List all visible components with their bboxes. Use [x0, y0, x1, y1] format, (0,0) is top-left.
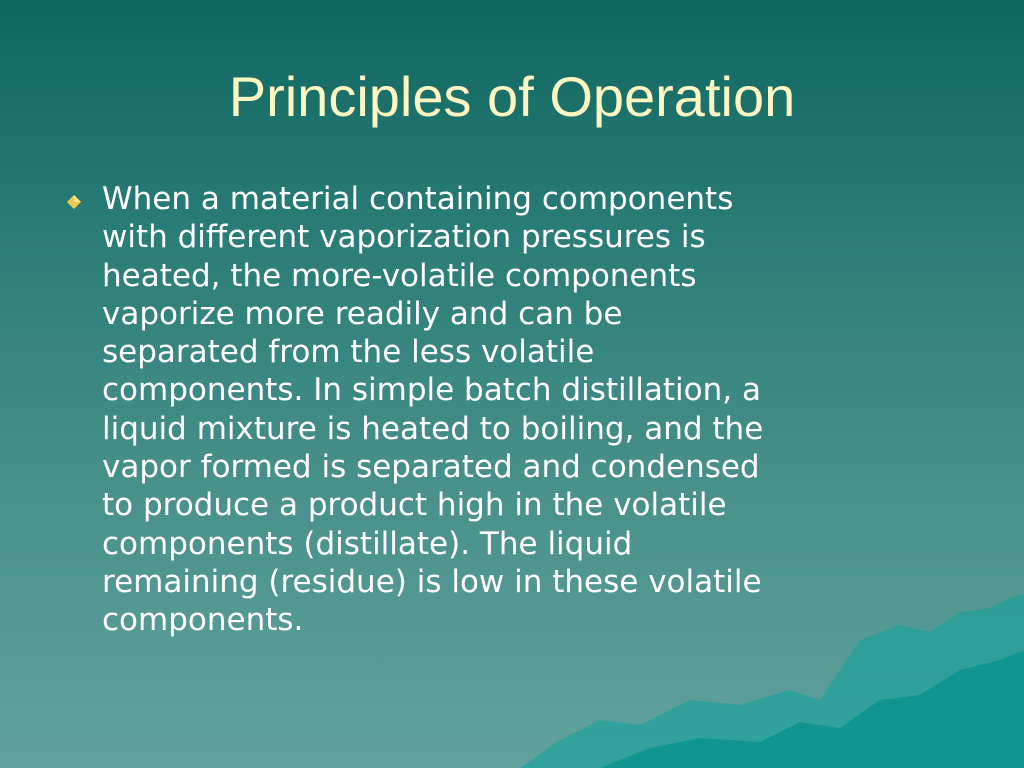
slide-body — [64, 180, 964, 640]
bullet-text: When a material containing components with different vaporization pressures is heated, the more-volatile components vaporize more readily and can be separated from the less volatile components. In simple batch distillation, a liquid mixture is heated to boiling, and the vapor formed is separated and condensed to produce a product high in the volatile components (distillate). The liquid remaining (residue) is low in these volatile components. — [102, 181, 764, 639]
bullet-item — [64, 180, 964, 640]
slide-title: Principles of Operation — [228, 65, 796, 128]
diamond-bullet-icon — [67, 195, 81, 209]
